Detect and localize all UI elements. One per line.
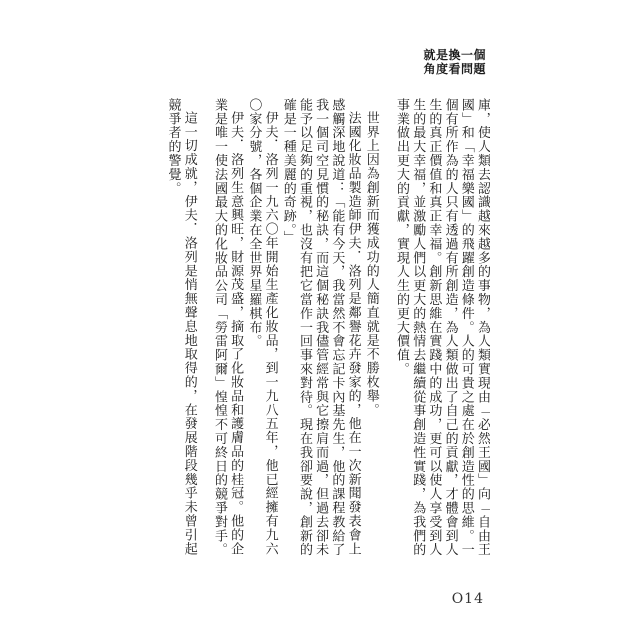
running-title: [423, 48, 486, 76]
paragraph-5: 伊夫．洛列生意興旺，財源茂盛，摘取了化妝品和護膚品的桂冠。他的企業是唯一使法國最大的化妝品公司「勞雷阿爾」惶惶不可終日的競爭對手。: [211, 98, 244, 557]
paragraph-2: 世界上因為創新而獲成功的人簡直就是不勝枚舉。: [363, 111, 379, 417]
running-title-line-2: 角度看問題: [423, 62, 486, 76]
paragraph-1: 庫，使人類去認識越來越多的事物，為人類實現由「必然王國」向「自由王國」和「幸福樂國」的飛躍創造條件。人的可貴之處在於創造性的思維。一個有所作為的人只有透過有所創造，為人類做出了自己的貢獻，才體會到人生的真正價值和真正幸福。創新思維在實踐中的成功，更可以使人享受到人生的最大幸福，並激勵人們以更大的熱情去繼續從事創造性實踐，為我們的事業做出更大的貢獻，實現人生的更大價值。: [393, 98, 490, 557]
page-number: O14: [451, 591, 484, 607]
paragraph-4: 伊夫．洛列一九六〇年開始生產化妝品，到一九八五年，他已經擁有九六〇家分號，各個企業在全世界星羅棋布。: [246, 98, 278, 556]
paragraph-3: 法國化妝品製造師伊夫．洛列是鄰譽花卉發家的，他在一次新聞發表會上感觸深地說道：「能有今天，我當然不會忘記卡內基先生，他的課程教給了我一個司空見慣的秘訣，而這個秘訣我儘管經常與它擦肩而過，但過去卻未能予以足夠的重視，也沒有把它當作一回事來對待。現在我卻要說，創新的確是一種美麗的奇跡。」: [280, 98, 361, 557]
paragraph-6: 這一切成就，伊夫．洛列是悄無聲息地取得的，在發展階段幾乎未曾引起競爭者的警覺。: [165, 98, 197, 556]
vertical-text-block: [145, 98, 490, 558]
running-title-line-1: 就是換一個: [423, 48, 486, 62]
